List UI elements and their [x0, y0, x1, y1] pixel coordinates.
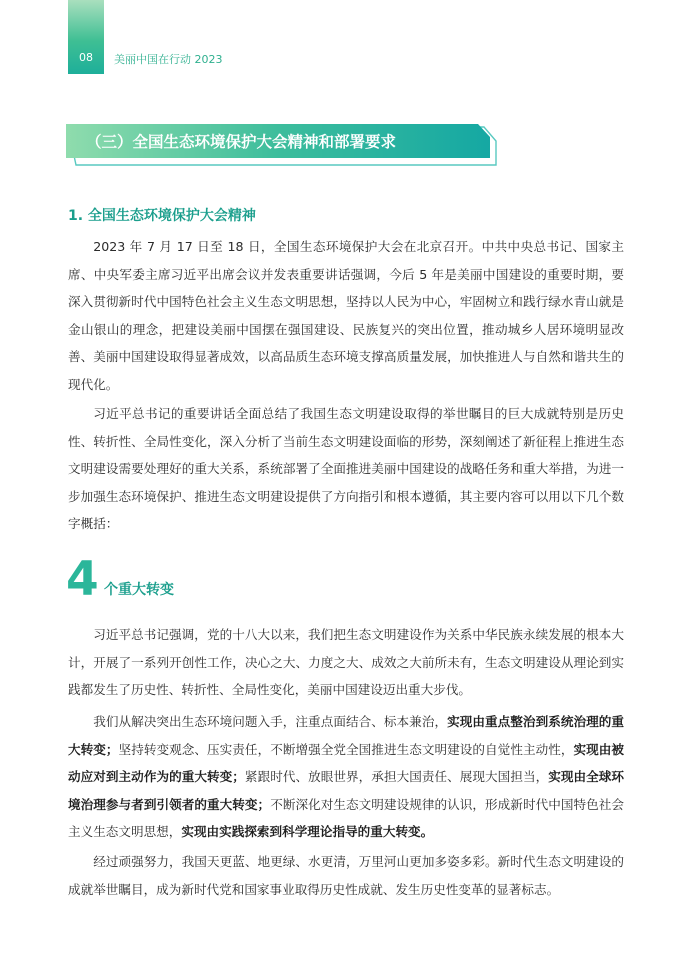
running-header-title: 美丽中国在行动 2023: [114, 53, 223, 66]
text-run: 不断深化对生态文明建设规律的认识，形成新时代中国特色社会主义生态文明思想，: [68, 796, 625, 839]
text-run: 我们从解决突出生态环境问题入手，注重点面结合、标本兼治，: [93, 714, 448, 729]
text-run: 坚持转变观念、压实责任，不断增强全党全国推进生态文明建设的自觉性主动性，: [118, 741, 574, 757]
section-title: （三）全国生态环境保护大会精神和部署要求: [86, 133, 397, 151]
highlight-label: 个重大转变: [104, 582, 174, 598]
section-banner: [66, 121, 498, 173]
bold-run: 实现由重点整治到系统治理的重大转变；: [68, 714, 625, 757]
bold-run: 实现由实践探索到科学理论指导的重大转变。: [181, 824, 434, 839]
highlight-number: 4: [66, 552, 99, 607]
page-number: 08: [79, 51, 93, 64]
body-paragraph-3: 习近平总书记强调，党的十八大以来，我们把生态文明建设作为关系中华民族永续发展的根本大计，开展了一系列开创性工作，决心之大、力度之大、成效之大前所未有，生态文明建设从理论到实践都发生了历史性、转折性、全局性变化，美丽中国建设迈出重大步伐。: [68, 627, 624, 697]
body-paragraph-1: 2023 年 7 月 17 日至 18 日，全国生态环境保护大会在北京召开。中共中央总书记、国家主席、中央军委主席习近平出席会议并发表重要讲话强调，今后 5 年是美丽中国建设的重要时期，要深入贯彻新时代中国特色社会主义生态文明思想，坚持以人民为中心，牢固树立和践行绿水青山就是金山银山的理念，把建设美丽中国摆在强国建设、民族复兴的突出位置，推动城乡人居环境明显改善、美丽中国建设取得显著成效，以高品质生态环境支撑高质量发展，加快推进人与自然和谐共生的现代化。: [68, 239, 624, 392]
body-paragraph-5: 经过顽强努力，我国天更蓝、地更绿、水更清，万里河山更加多姿多彩。新时代生态文明建设的成就举世瞩目，成为新时代党和国家事业取得历史性成就、发生历史性变革的显著标志。: [68, 854, 624, 897]
page-number-tab: [68, 0, 104, 74]
body-paragraph-2: 习近平总书记的重要讲话全面总结了我国生态文明建设取得的举世瞩目的巨大成就特别是历史性、转折性、全局性变化，深入分析了当前生态文明建设面临的形势，深刻阐述了新征程上推进生态文明建设需要处理好的重大关系，系统部署了全面推进美丽中国建设的战略任务和重大举措，为进一步加强生态环境保护、推进生态文明建设提供了方向指引和根本遵循，其主要内容可以用以下几个数字概括：: [68, 406, 624, 531]
bold-run: 实现由被动应对到主动作为的重大转变；: [68, 741, 625, 784]
bold-run: 实现由全球环境治理参与者到引领者的重大转变；: [68, 769, 625, 812]
text-run: 紧跟时代、放眼世界，承担大国责任、展现大国担当，: [244, 769, 549, 784]
subsection-title: 1. 全国生态环境保护大会精神: [68, 208, 256, 224]
body-paragraph-4: [68, 708, 624, 846]
